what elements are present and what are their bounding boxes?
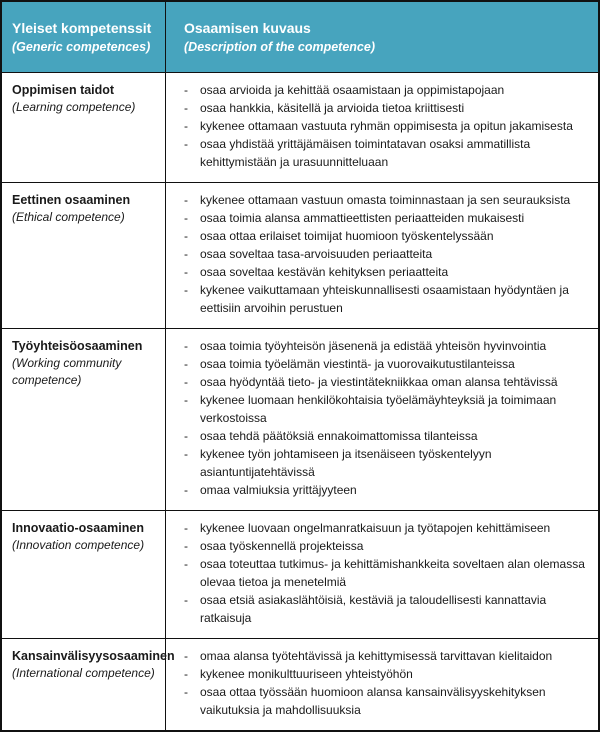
bullet-item: - osaa soveltaa tasa-arvoisuuden periaatteita (184, 245, 586, 263)
table-row (2, 638, 598, 730)
competence-bullet-list (184, 337, 586, 499)
competence-bullet-list (184, 647, 586, 719)
bullet-item: - osaa ottaa erilaiset toimijat huomioon työskentelyssään (184, 227, 586, 245)
bullet-item: - osaa etsiä asiakaslähtöisiä, kestäviä ja taloudellisesti kannattavia ratkaisuja (184, 591, 586, 627)
bullet-item: - osaa toimia työelämän viestintä- ja vuorovaikutustilanteissa (184, 355, 586, 373)
bullet-item: - omaa alansa työtehtävissä ja kehittymisessä tarvittavan kielitaidon (184, 647, 586, 665)
table-row (2, 328, 598, 510)
bullet-item: - kykenee luomaan henkilökohtaisia työelämäyhteyksiä ja toimimaan verkostoissa (184, 391, 586, 427)
table-row (2, 72, 598, 182)
bullet-item: - osaa yhdistää yrittäjämäisen toimintatavan osaksi ammatillista kehittymistään ja urasuunnitteluaan (184, 135, 586, 171)
bullet-item: - kykenee monikulttuuriseen yhteistyöhön (184, 665, 586, 683)
header-col2-subtitle: (Description of the competence) (184, 40, 375, 54)
bullet-item: - osaa hankkia, käsitellä ja arvioida tietoa kriittisesti (184, 99, 586, 117)
competence-title: Innovaatio-osaaminen (12, 521, 144, 535)
competence-name-cell (2, 183, 166, 328)
bullet-item: - osaa toimia alansa ammattieettisten periaatteiden mukaisesti (184, 209, 586, 227)
table-row (2, 510, 598, 638)
competence-description-cell (166, 183, 598, 328)
bullet-item: - kykenee ottamaan vastuuta ryhmän oppimisesta ja opitun jakamisesta (184, 117, 586, 135)
competence-subtitle: (International competence) (12, 666, 155, 680)
header-cell-competence-description (166, 2, 598, 72)
header-col2-title: Osaamisen kuvaus (184, 20, 311, 36)
bullet-item: - omaa valmiuksia yrittäjyyteen (184, 481, 586, 499)
competence-name-cell (2, 639, 175, 730)
table-header-row (2, 2, 598, 72)
bullet-item: - osaa toteuttaa tutkimus- ja kehittämishankkeita soveltaen alan olemassa olevaa tietoa ja menetelmiä (184, 555, 586, 591)
header-cell-generic-competences (2, 2, 166, 72)
bullet-item: - kykenee vaikuttamaan yhteiskunnallisesti osaamistaan hyödyntäen ja eettisiin arvoihin perustuen (184, 281, 586, 317)
competence-description-cell (166, 329, 598, 510)
bullet-item: - kykenee työn johtamiseen ja itsenäiseen työskentelyyn asiantuntijatehtävissä (184, 445, 586, 481)
bullet-item: - osaa toimia työyhteisön jäsenenä ja edistää yhteisön hyvinvointia (184, 337, 586, 355)
bullet-item: - osaa tehdä päätöksiä ennakoimattomissa tilanteissa (184, 427, 586, 445)
competence-description-cell (166, 511, 598, 638)
bullet-item: - osaa työskennellä projekteissa (184, 537, 586, 555)
table-row (2, 182, 598, 328)
competence-name-cell (2, 329, 166, 510)
bullet-item: - kykenee ottamaan vastuun omasta toiminnastaan ja sen seurauksista (184, 191, 586, 209)
competence-bullet-list (184, 191, 586, 317)
bullet-item: - osaa ottaa työssään huomioon alansa kansainvälisyyskehityksen vaikutuksia ja mahdollisuuksia (184, 683, 586, 719)
bullet-item: - osaa arvioida ja kehittää osaamistaan ja oppimistapojaan (184, 81, 586, 99)
competence-description-cell (166, 73, 598, 182)
header-col1-subtitle: (Generic competences) (12, 40, 151, 54)
competence-subtitle: (Innovation competence) (12, 538, 145, 552)
competence-title: Työyhteisöosaaminen (12, 339, 143, 353)
bullet-item: - osaa hyödyntää tieto- ja viestintätekniikkaa oman alansa tehtävissä (184, 373, 586, 391)
bullet-item: - osaa soveltaa kestävän kehityksen periaatteita (184, 263, 586, 281)
competence-title: Kansainvälisyysosaaminen (12, 649, 175, 663)
competence-bullet-list (184, 519, 586, 627)
competence-name-cell (2, 511, 166, 638)
competence-bullet-list (184, 81, 586, 171)
competence-title: Oppimisen taidot (12, 83, 115, 97)
competence-title: Eettinen osaaminen (12, 193, 131, 207)
competence-name-cell (2, 73, 166, 182)
competence-subtitle: (Learning competence) (12, 100, 136, 114)
table-body (2, 72, 598, 730)
header-col1-title: Yleiset kompetenssit (12, 20, 152, 36)
bullet-item: - kykenee luovaan ongelmanratkaisuun ja työtapojen kehittämiseen (184, 519, 586, 537)
competence-subtitle: (Ethical competence) (12, 210, 125, 224)
competence-subtitle: (Working community competence) (12, 356, 122, 387)
competence-description-cell (166, 639, 598, 730)
